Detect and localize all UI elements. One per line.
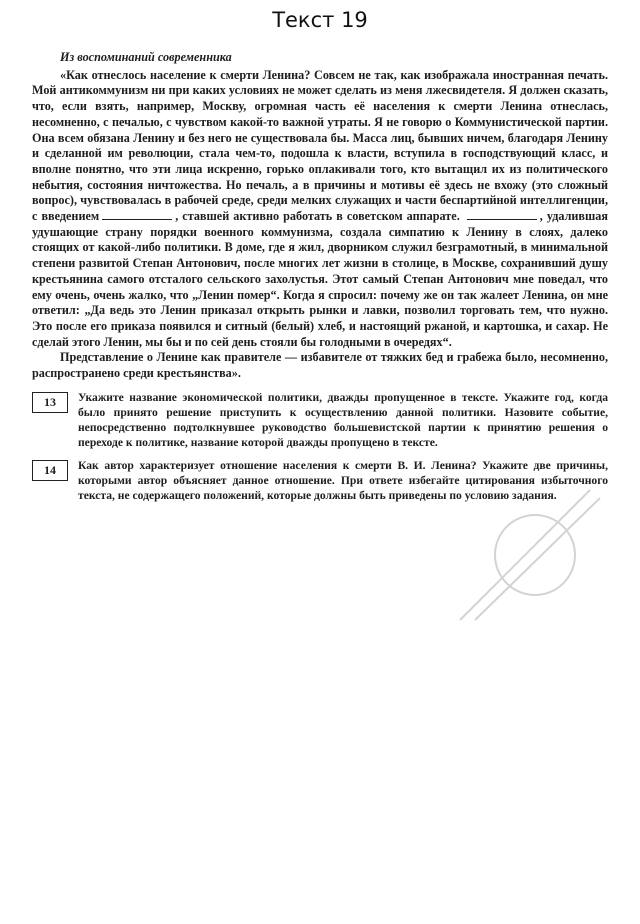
- task-text-14: Как автор характеризует отношение населения к смерти В. И. Ленина? Укажите две причины, которыми автор объясняет данное отношение. При ответе избегайте цитирования избыточного текста, не содержащего положений, которые должны быть приведены по условию задания.: [78, 458, 608, 502]
- blank-line-1: [102, 209, 172, 220]
- quote-part-2: , ставшей активно работать в советском аппарате.: [175, 209, 460, 224]
- document-scan: [32, 50, 608, 503]
- task-number-14: 14: [32, 460, 68, 481]
- page-title: Текст 19: [272, 8, 368, 32]
- blank-line-2: [467, 209, 537, 220]
- source-subtitle: Из воспоминаний современника: [60, 50, 232, 64]
- task-13: [32, 390, 608, 450]
- quote-part-1: «Как отнеслось население к смерти Ленина? Совсем не так, как изображала иностранная печать. Мой антикоммунизм ни при каких условиях не может сделать из меня лжесвидетеля. Я должен сказать, что, если взять, например, Москву, огромная часть её населения к смерти Ленина отнеслась, несомненно, с печалью, с чувством какой-то важной утраты. Я не говорю о Коммунистической партии. Она всем обязана Ленину и без него не существовала бы. Масса лиц, бывших ничем, благодаря Ленину и сделанной им революции, стала чем-то, подошла к власти, вступила в господствующий класс, и вполне понятно, что эти лица искренно, горько оплакивали того, кто вытащил их из политического небытия, состояния ничтожества. Но печаль, а в причины и мотивы её здесь не вхожу (это сложный вопрос), чувствовалась в рабочей среде, среди мелких служащих и части беспартийной интеллигенции, с введением: [32, 67, 608, 224]
- task-text-13: Укажите название экономической политики, дважды пропущенное в тексте. Укажите год, когда было принято решение приступить к осуществлению данной политики. Назовите событие, непосредственно подтолкнувшее руководство большевистской партии к принятию решения о переходе к политике, название которой дважды пропущено в тексте.: [78, 390, 608, 449]
- task-14: [32, 458, 608, 503]
- task-number-13: 13: [32, 392, 68, 413]
- quote-part-3: , удалившая удушающие страну порядки военного коммунизма, создала симпатию к Ленину в слоях, далеко стоящих от какой-либо политики. В доме, где я жил, дворником служил безграмотный, в минимальной степени развитой Степан Антонович, после многих лет жизни в столице, в Москве, сохранивший душу крестьянина самого отсталого сельского захолустья. Этот самый Степан Антонович мне поведал, что ему очень, очень жалко, что „Ленин помер“. Когда я спросил: почему же он так жалеет Ленина, он мне ответил: „Да ведь это Ленин приказал открыть рынки и лавки, позволил торговать тем, что нужно. Это после его приказа появился и ситный (белый) хлеб, и настоящий ржаной, и картошка, и сахар. Не сделай этого Ленин, мы бы и по сей день стояли бы голодными в очередях“.: [32, 209, 608, 349]
- quote-conclusion: Представление о Ленине как правителе — избавителе от тяжких бед и грабежа было, несомненно, распространено среди крестьянства».: [32, 350, 608, 381]
- source-quote: [32, 68, 608, 351]
